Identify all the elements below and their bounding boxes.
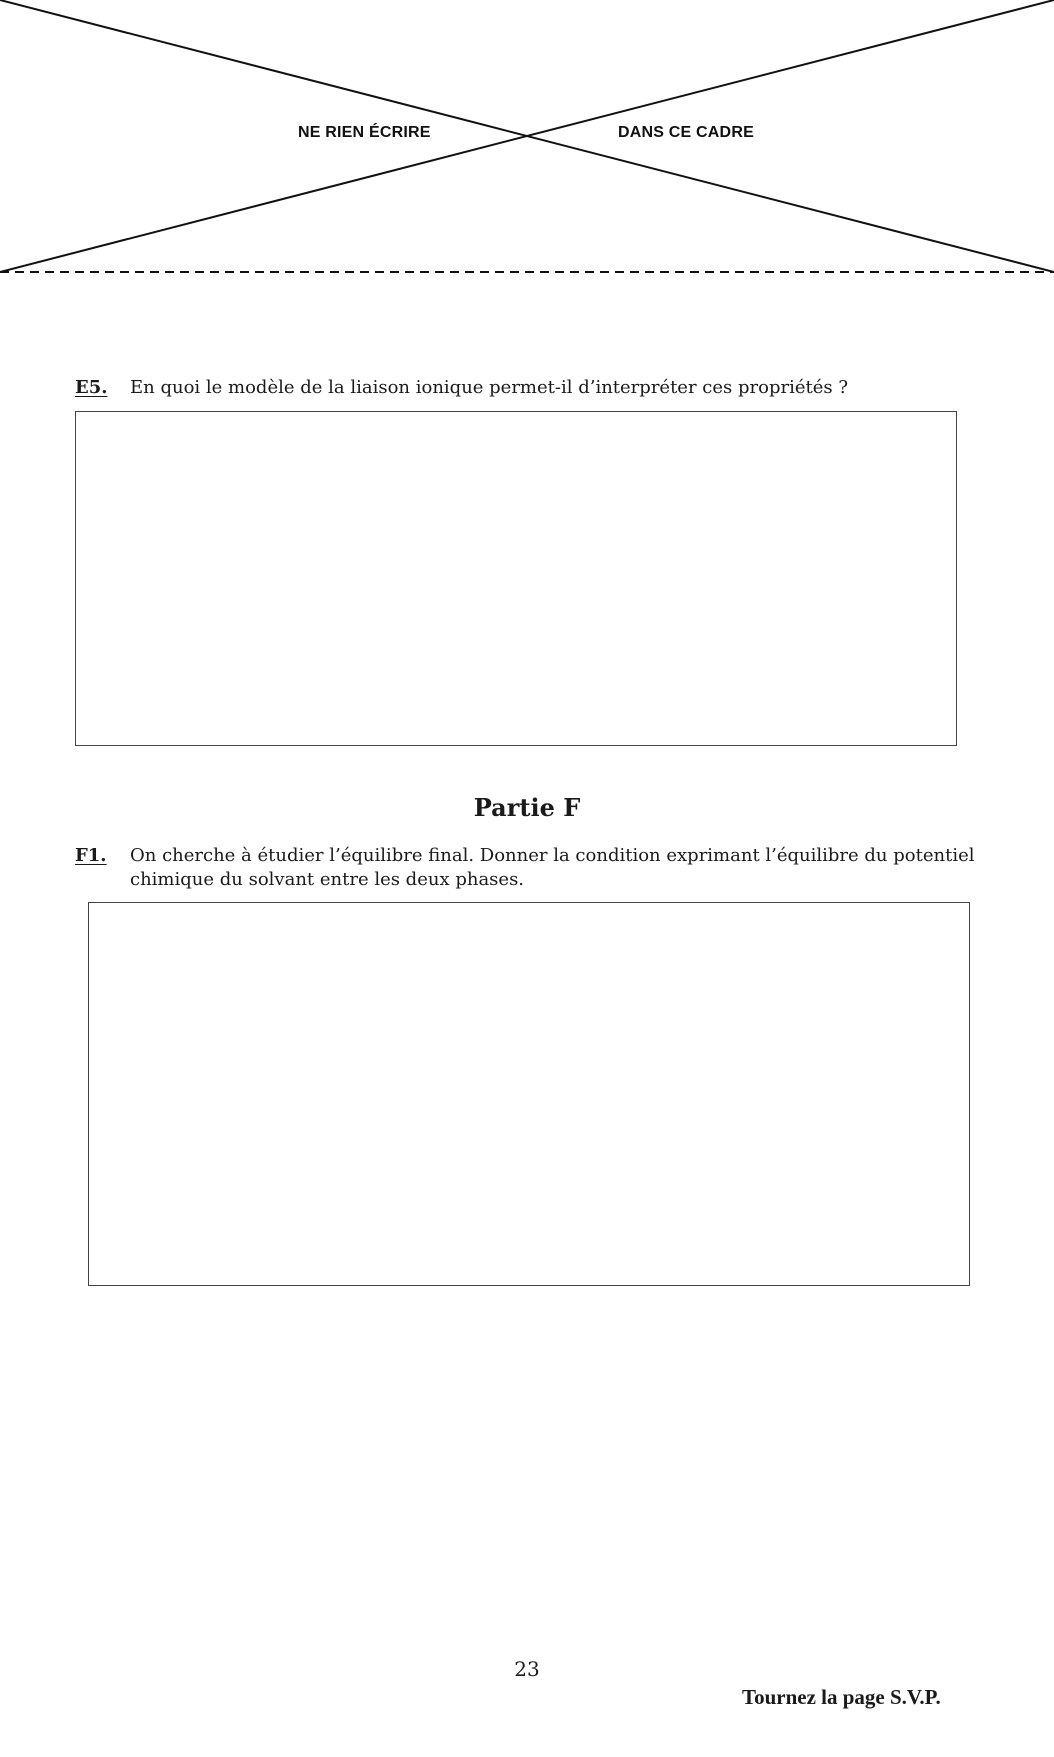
question-text: On cherche à étudier l’équilibre final. Donner la condition exprimant l’équilibre du potentiel chimique du solvant entre les deux phases.: [130, 845, 975, 890]
question-number: E5.: [75, 377, 108, 398]
part-title: Partie F: [473, 793, 581, 822]
no-write-notice-right: DANS CE CADRE: [614, 124, 758, 142]
page-number: 23: [514, 1657, 540, 1681]
no-write-notice-left: NE RIEN ÉCRIRE: [294, 124, 435, 142]
question-f1: [75, 844, 975, 894]
question-e5: [75, 376, 975, 402]
turn-page-notice: Tournez la page S.V.P.: [742, 1685, 941, 1709]
answer-box-f1[interactable]: [88, 902, 970, 1286]
question-text: En quoi le modèle de la liaison ionique permet-il d’interpréter ces propriétés ?: [130, 377, 848, 398]
no-write-zone: [0, 0, 1054, 276]
question-number: F1.: [75, 845, 107, 866]
answer-box-e5[interactable]: [75, 411, 957, 746]
no-write-cross: [0, 0, 1054, 276]
